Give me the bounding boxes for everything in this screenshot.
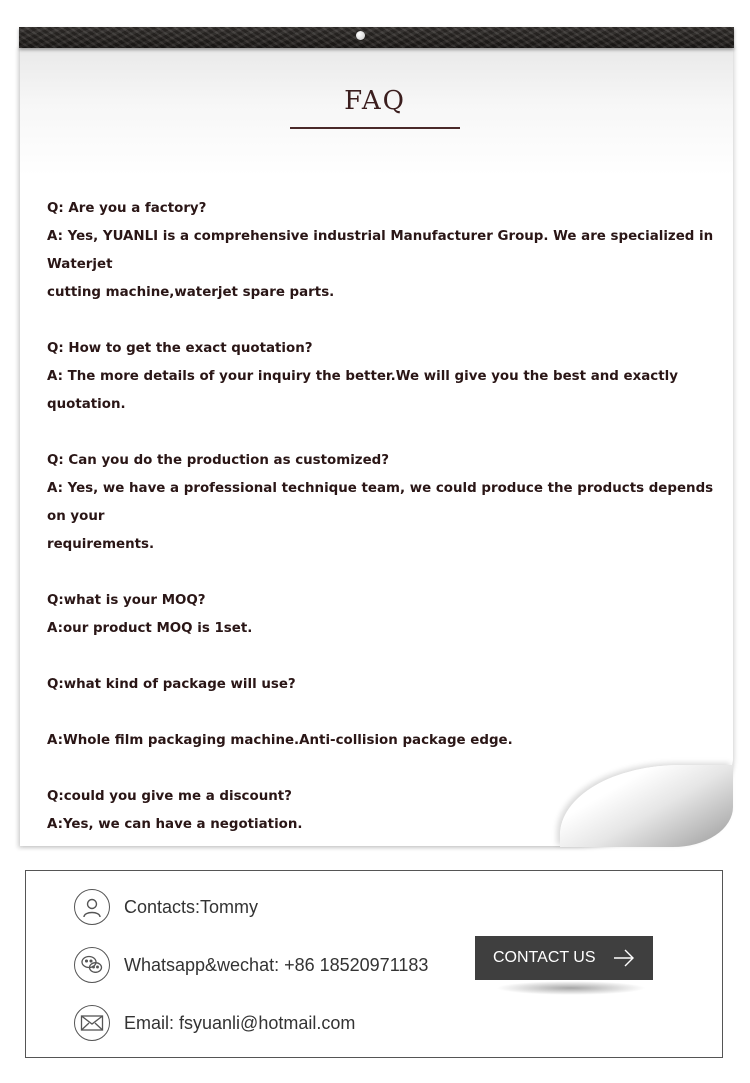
arrow-right-icon: [613, 948, 635, 968]
faq-question: Q:what is your MOQ?: [47, 593, 206, 608]
faq-list: [47, 195, 717, 839]
contact-us-button[interactable]: [475, 936, 653, 980]
pin-icon: [356, 31, 365, 40]
faq-question: Q:could you give me a discount?: [47, 789, 292, 804]
contact-us-label: CONTACT US: [493, 949, 596, 966]
contact-box: [25, 870, 723, 1058]
wechat-icon: [74, 947, 110, 983]
contact-row-email: [74, 1004, 355, 1042]
faq-answer: A:Yes, we can have a negotiation.: [47, 817, 303, 832]
faq-answer: A: Yes, we have a professional technique team, we could produce the products depends on your: [47, 481, 714, 524]
person-icon: [74, 889, 110, 925]
email-text: Email: fsyuanli@hotmail.com: [124, 1012, 356, 1033]
faq-question: Q: Are you a factory?: [47, 201, 207, 216]
faq-answer-continued: requirements.: [47, 537, 155, 552]
whatsapp-text: Whatsapp&wechat: +86 18520971183: [124, 954, 429, 975]
envelope-icon: [74, 1005, 110, 1041]
button-shadow: [496, 981, 646, 995]
faq-answer: A: The more details of your inquiry the better.We will give you the best and exactly quotation.: [47, 369, 678, 412]
faq-question: Q:what kind of package will use?: [47, 677, 296, 692]
faq-title: FAQ: [344, 86, 406, 116]
contact-row-person: [74, 888, 258, 926]
faq-answer-continued: cutting machine,waterjet spare parts.: [47, 285, 335, 300]
contacts-text: Contacts:Tommy: [124, 896, 259, 917]
faq-question: Q: How to get the exact quotation?: [47, 341, 313, 356]
faq-answer: A: Yes, YUANLI is a comprehensive industrial Manufacturer Group. We are specialized in Waterjet: [47, 229, 714, 272]
faq-answer: A:our product MOQ is 1set.: [47, 621, 253, 636]
leather-header-bar: [19, 27, 734, 48]
faq-question: Q: Can you do the production as customized?: [47, 453, 390, 468]
faq-answer: A:Whole film packaging machine.Anti-collision package edge.: [47, 733, 513, 748]
title-underline: [290, 127, 460, 129]
contact-row-whatsapp: [74, 946, 428, 984]
